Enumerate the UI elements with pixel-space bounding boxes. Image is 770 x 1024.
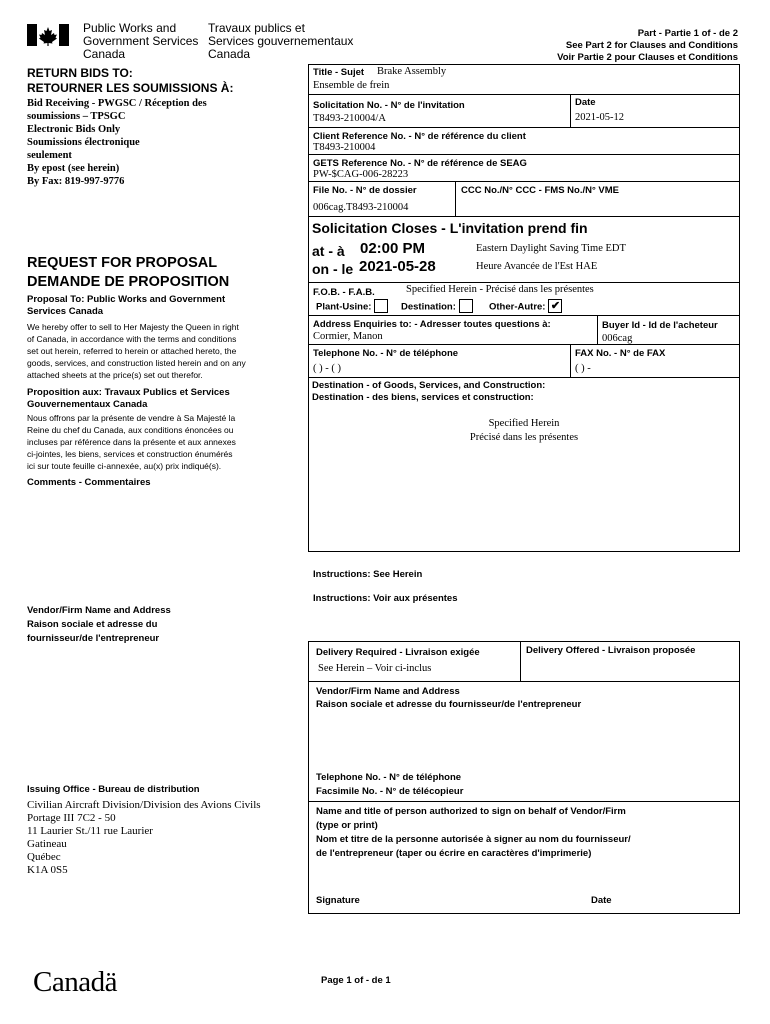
destination-goods-label-fr: Destination - des biens, services et construction: (312, 392, 534, 403)
vendor-name-label-fr: Raison sociale et adresse du fournisseur/de l'entrepreneur (316, 699, 582, 710)
authorized-signer-label-2: (type or print) (316, 820, 378, 831)
proposition-line: Proposition aux: Travaux Publics et Services (27, 387, 230, 398)
rfp-fr: DEMANDE DE PROPOSITION (27, 274, 230, 290)
see-part-fr: Voir Partie 2 pour Clauses et Conditions (557, 52, 738, 63)
offer-line: Nous offrons par la présente de vendre à Sa Majesté la (27, 413, 236, 423)
proposition-line: Gouvernementaux Canada (27, 399, 148, 410)
authorized-signer-label-1: Name and title of person authorized to sign on behalf of Vendor/Firm (316, 806, 626, 817)
title-value-fr: Ensemble de frein (313, 80, 390, 91)
dept-en-line: Government Services (83, 34, 199, 48)
return-line: By Fax: 819-997-9776 (27, 176, 125, 187)
instructions-en: Instructions: See Herein (313, 569, 423, 580)
issuing-line: Québec (27, 851, 61, 863)
dept-name-fr (208, 22, 353, 61)
return-line: Bid Receiving - PWGSC / Réception des (27, 98, 207, 109)
vendor-line: fournisseur/de l'entrepreneur (27, 633, 160, 644)
fob-value: Specified Herein - Précisé dans les présentes (406, 284, 594, 295)
offer-line: goods, services, and construction listed herein and on any (27, 358, 246, 368)
closing-time-value: 02:00 PM (360, 240, 426, 257)
date-value: 2021-05-12 (575, 112, 624, 123)
delivery-required-value: See Herein – Voir ci-inclus (318, 663, 432, 674)
instructions-fr: Instructions: Voir aux présentes (313, 593, 458, 604)
vendor-telephone-label: Telephone No. - N° de téléphone (316, 772, 462, 783)
offer-line: We hereby offer to sell to Her Majesty the Queen in right (27, 322, 239, 332)
offer-line: attached sheets at the price(s) set out therefor. (27, 370, 203, 380)
telephone-value: ( ) - ( ) (313, 363, 341, 374)
proposition-aux (27, 387, 230, 411)
fax-value: ( ) - (575, 363, 591, 374)
title-value: Brake Assembly (377, 66, 447, 77)
return-line: By epost (see herein) (27, 163, 120, 174)
return-bids-en: RETURN BIDS TO: (27, 66, 133, 80)
page-number: Page 1 of - de 1 (321, 975, 391, 986)
timezone-en: Eastern Daylight Saving Time EDT (476, 243, 626, 254)
plant-label: Plant-Usine: (316, 301, 372, 313)
issuing-office-label: Issuing Office - Bureau de distribution (27, 784, 200, 795)
destination-value-en: Specified Herein (488, 418, 560, 429)
solicitation-closes-label: Solicitation Closes - L'invitation prend fin (312, 220, 588, 236)
solicitation-number-label: Solicitation No. - N° de l'invitation (313, 100, 465, 111)
plant-usine (316, 300, 388, 314)
part-header (557, 28, 738, 64)
return-line: Soumissions électronique (27, 137, 140, 148)
other-checkbox[interactable] (548, 299, 562, 313)
offer-line: ici sur toute feuille ci-annexée, au(x) prix indiqué(s). (27, 461, 222, 471)
return-bids-fr: RETOURNER LES SOUMISSIONS À: (27, 81, 234, 95)
plant-checkbox[interactable] (374, 299, 388, 313)
signature-label: Signature (316, 895, 360, 906)
closing-date-label: on - le (312, 261, 354, 277)
proposal-to (27, 294, 225, 318)
address-enquiries-label: Address Enquiries to: - Adresser toutes questions à: (313, 319, 551, 330)
buyer-id-value: 006cag (602, 333, 633, 344)
return-line: Electronic Bids Only (27, 124, 121, 135)
file-number-value: 006cag.T8493-210004 (313, 202, 409, 213)
address-enquiries-value: Cormier, Manon (313, 331, 383, 342)
issuing-line: Gatineau (27, 838, 67, 850)
dept-name-en (83, 22, 198, 61)
delivery-offered-label: Delivery Offered - Livraison proposée (526, 645, 696, 656)
destination-value-fr: Précisé dans les présentes (469, 432, 579, 443)
closing-time-label: at - à (312, 243, 345, 259)
issuing-line: Civilian Aircraft Division/Division des Avions Civils (27, 799, 261, 811)
dept-fr-line: Services gouvernementaux (208, 34, 354, 48)
title-label: Title - Sujet (313, 67, 365, 78)
vendor-label-left (27, 604, 171, 646)
date-label: Date (575, 97, 596, 108)
destination-fob (401, 300, 473, 314)
return-bids-address (27, 97, 207, 188)
solicitation-number-value: T8493-210004/A (313, 113, 386, 124)
file-number-label: File No. - N° de dossier (313, 185, 417, 196)
vendor-line: Vendor/Firm Name and Address (27, 605, 171, 616)
gets-reference-value: PW-$CAG-006-28223 (313, 169, 409, 180)
issuing-line: K1A 0S5 (27, 864, 68, 876)
client-reference-value: T8493-210004 (313, 142, 376, 153)
proposal-to-line: Services Canada (27, 306, 104, 317)
canada-wordmark-logo: Canadä (33, 966, 117, 998)
offer-text-fr (27, 412, 236, 472)
rfp-en: REQUEST FOR PROPOSAL (27, 255, 218, 271)
return-line: seulement (27, 150, 72, 161)
offer-line: Reine du chef du Canada, aux conditions énoncées ou (27, 425, 234, 435)
fob-label: F.O.B. - F.A.B. (313, 287, 375, 298)
signature-date-label: Date (591, 895, 612, 906)
return-bids-heading (27, 66, 233, 96)
offer-line: incluses par référence dans la présente et aux annexes (27, 437, 236, 447)
other-autre (489, 300, 562, 314)
other-label: Other-Autre: (489, 301, 546, 313)
ccc-number-label: CCC No./N° CCC - FMS No./N° VME (461, 185, 620, 196)
offer-text-en (27, 321, 246, 381)
vendor-facsimile-label: Facsimile No. - N° de télécopieur (316, 786, 464, 797)
offer-line: of Canada, in accordance with the terms and conditions (27, 334, 237, 344)
gets-reference-label: GETS Reference No. - N° de référence de SEAG (313, 158, 527, 169)
issuing-line: Portage III 7C2 - 50 (27, 812, 116, 824)
rfp-heading (27, 254, 229, 292)
dept-fr-line: Canada (208, 47, 251, 61)
issuing-line: 11 Laurier St./11 rue Laurier (27, 825, 153, 837)
proposal-to-line: Proposal To: Public Works and Government (27, 294, 226, 305)
issuing-office-address (27, 799, 261, 877)
dept-fr-line: Travaux publics et (208, 21, 305, 35)
authorized-signer-label-4: de l'entrepreneur (taper ou écrire en caractères d'imprimerie) (316, 848, 592, 859)
delivery-required-label: Delivery Required - Livraison exigée (316, 647, 480, 658)
authorized-signer-label-3: Nom et titre de la personne autorisée à signer au nom du fournisseur/ (316, 834, 631, 845)
offer-line: set out herein, referred to herein or attached hereto, the (27, 346, 237, 356)
destination-label: Destination: (401, 301, 456, 313)
return-line: soumissions – TPSGC (27, 111, 126, 122)
offer-line: ci-jointes, les biens, services et construction énumérés (27, 449, 233, 459)
fax-label: FAX No. - N° de FAX (575, 348, 666, 359)
vendor-line: Raison sociale et adresse du (27, 619, 158, 630)
destination-goods-label-en: Destination - of Goods, Services, and Construction: (312, 380, 546, 391)
checkmark-icon: ✔ (550, 300, 561, 312)
client-reference-label: Client Reference No. - N° de référence du client (313, 131, 526, 142)
vendor-name-label-en: Vendor/Firm Name and Address (316, 686, 460, 697)
see-part-en: See Part 2 for Clauses and Conditions (565, 40, 738, 51)
timezone-fr: Heure Avancée de l'Est HAE (476, 261, 598, 272)
buyer-id-label: Buyer Id - Id de l'acheteur (602, 320, 718, 331)
telephone-label: Telephone No. - N° de téléphone (313, 348, 459, 359)
destination-checkbox[interactable] (459, 299, 473, 313)
canada-flag-icon (27, 24, 69, 46)
closing-date-value: 2021-05-28 (359, 258, 436, 275)
part-number: Part - Partie 1 of - de 2 (637, 28, 738, 39)
dept-en-line: Canada (83, 47, 126, 61)
comments-label: Comments - Commentaires (27, 477, 151, 488)
dept-en-line: Public Works and (83, 21, 177, 35)
